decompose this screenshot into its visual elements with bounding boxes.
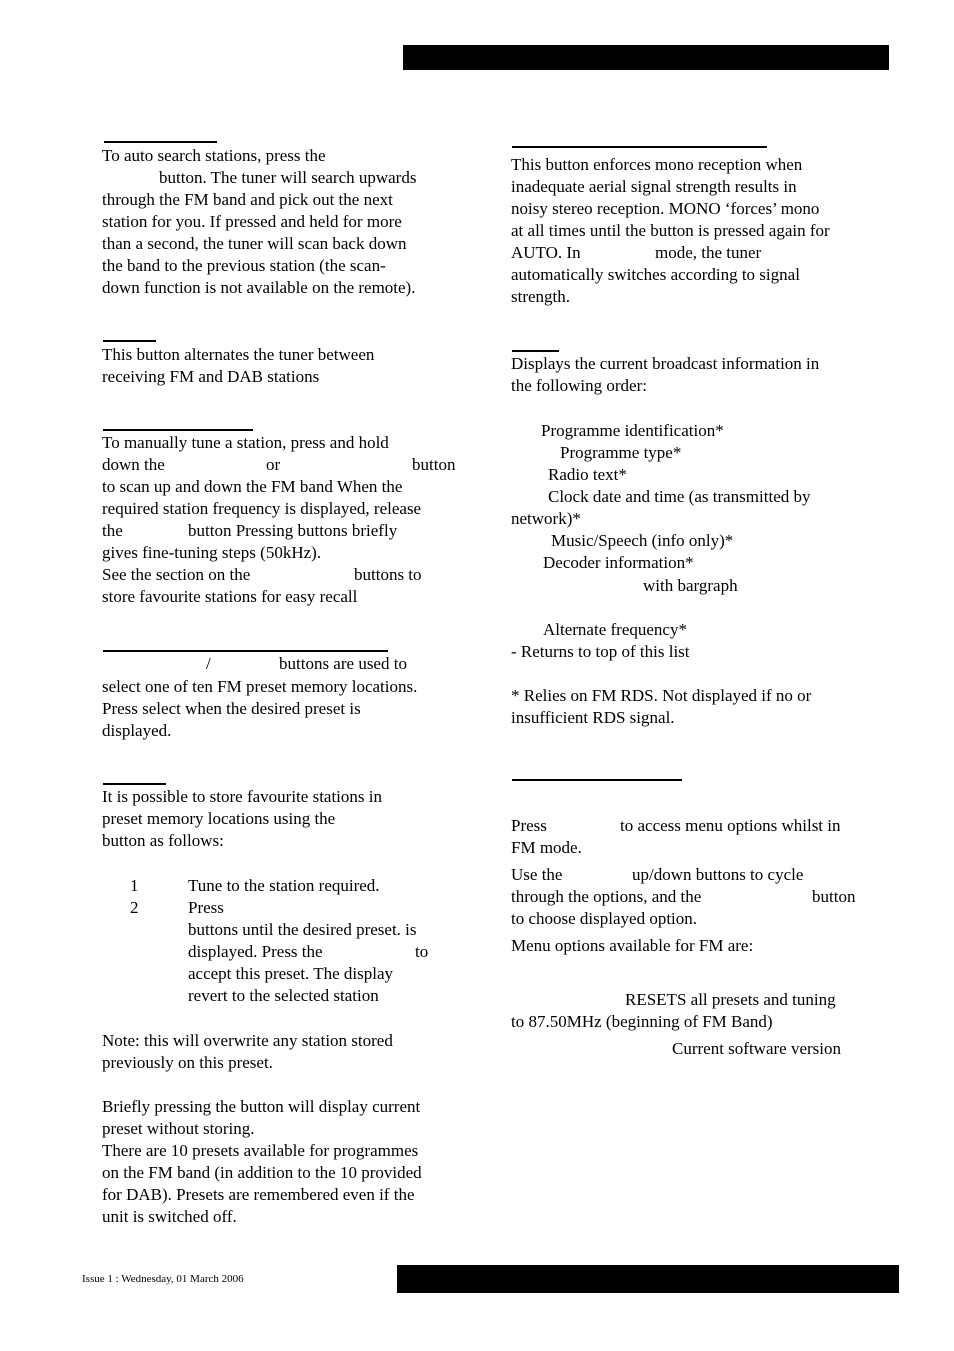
- store-step-2b: buttons until the desired preset. is: [188, 920, 417, 939]
- info-footnote-2: insufficient RDS signal.: [511, 708, 675, 727]
- mono-line-7: strength.: [511, 287, 571, 306]
- store-step-number-1: 1: [130, 876, 139, 895]
- menu-line-3b: up/down buttons to cycle: [632, 865, 804, 884]
- mono-line-4: at all times until the button is pressed again for: [511, 221, 830, 240]
- info-item-returns: - Returns to top of this list: [511, 642, 690, 661]
- tuning-line-2c: button: [412, 455, 456, 474]
- footer-bar: [397, 1265, 899, 1293]
- heading-rule-menu: [512, 779, 682, 781]
- tuning-line-6: gives fine-tuning steps (50kHz).: [102, 543, 322, 562]
- heading-rule-preset: [103, 650, 388, 652]
- info-item-clock-b: network)*: [511, 509, 581, 528]
- heading-rule-band: [103, 340, 156, 342]
- store-intro-2: preset memory locations using the: [102, 809, 336, 828]
- search-line-6: the band to the previous station (the scan-: [102, 256, 386, 275]
- heading-rule-search: [104, 141, 217, 143]
- info-item-programme-id: Programme identification*: [541, 421, 724, 440]
- search-line-5: than a second, the tuner will scan back down: [102, 234, 407, 253]
- info-footnote-1: * Relies on FM RDS. Not displayed if no or: [511, 686, 812, 705]
- info-item-music-speech: Music/Speech (info only)*: [551, 531, 734, 550]
- preset-line-1b: buttons are used to: [279, 654, 407, 673]
- tuning-line-8: store favourite stations for easy recall: [102, 587, 358, 606]
- tuning-line-5b: button Pressing buttons briefly: [188, 521, 398, 540]
- tuning-line-7b: buttons to: [354, 565, 422, 584]
- tuning-line-2b: or: [266, 455, 281, 474]
- menu-line-1a: Press: [511, 816, 547, 835]
- store-step-2a: Press: [188, 898, 224, 917]
- menu-line-8: to 87.50MHz (beginning of FM Band): [511, 1012, 773, 1031]
- search-line-2: button. The tuner will search upwards: [159, 168, 417, 187]
- store-note-2: previously on this preset.: [102, 1053, 273, 1072]
- store-step-number-2: 2: [130, 898, 139, 917]
- info-line-1: Displays the current broadcast information in: [511, 354, 820, 373]
- menu-line-9: Current software version: [672, 1039, 842, 1058]
- heading-rule-store: [103, 783, 166, 785]
- mono-line-1: This button enforces mono reception when: [511, 155, 803, 174]
- tuning-line-5a: the: [102, 521, 123, 540]
- search-line-1: To auto search stations, press the: [102, 146, 326, 165]
- footer-issue: Issue 1 : Wednesday, 01 March 2006: [82, 1273, 244, 1285]
- info-item-alt-frequency: Alternate frequency*: [543, 620, 687, 639]
- store-step-2c2: to: [415, 942, 429, 961]
- preset-line-3: Press select when the desired preset is: [102, 699, 361, 718]
- mono-line-5b: mode, the tuner: [655, 243, 762, 262]
- store-step-2e: revert to the selected station: [188, 986, 379, 1005]
- info-item-bargraph: with bargraph: [643, 576, 738, 595]
- menu-line-5: to choose displayed option.: [511, 909, 698, 928]
- search-line-4: station for you. If pressed and held for more: [102, 212, 402, 231]
- menu-line-4a: through the options, and the: [511, 887, 702, 906]
- preset-line-1a: /: [206, 654, 211, 673]
- preset-line-4: displayed.: [102, 721, 172, 740]
- tuning-line-3: to scan up and down the FM band When the: [102, 477, 403, 496]
- info-item-radio-text: Radio text*: [548, 465, 627, 484]
- header-bar: [403, 45, 889, 70]
- band-line-1: This button alternates the tuner between: [102, 345, 375, 364]
- mono-line-2: inadequate aerial signal strength results in: [511, 177, 797, 196]
- store-note-1: Note: this will overwrite any station stored: [102, 1031, 393, 1050]
- menu-line-4b: button: [812, 887, 856, 906]
- tuning-line-4: required station frequency is displayed, release: [102, 499, 422, 518]
- mono-line-3: noisy stereo reception. MONO ‘forces’ mono: [511, 199, 820, 218]
- menu-line-3a: Use the: [511, 865, 563, 884]
- store-step-2c1: displayed. Press the: [188, 942, 323, 961]
- menu-line-7: RESETS all presets and tuning: [625, 990, 836, 1009]
- store-brief-4: on the FM band (in addition to the 10 provided: [102, 1163, 422, 1182]
- info-item-decoder: Decoder information*: [543, 553, 694, 572]
- store-brief-1: Briefly pressing the button will display current: [102, 1097, 421, 1116]
- mono-line-6: automatically switches according to signal: [511, 265, 800, 284]
- info-item-programme-type: Programme type*: [560, 443, 682, 462]
- search-line-3: through the FM band and pick out the next: [102, 190, 393, 209]
- info-item-clock-a: Clock date and time (as transmitted by: [548, 487, 811, 506]
- store-brief-2: preset without storing.: [102, 1119, 255, 1138]
- preset-line-2: select one of ten FM preset memory locations.: [102, 677, 418, 696]
- menu-line-2: FM mode.: [511, 838, 582, 857]
- heading-rule-mono: [512, 146, 767, 148]
- store-brief-3: There are 10 presets available for programmes: [102, 1141, 419, 1160]
- band-line-2: receiving FM and DAB stations: [102, 367, 320, 386]
- store-step-2d: accept this preset. The display: [188, 964, 394, 983]
- heading-rule-info: [512, 350, 559, 352]
- store-step-1: Tune to the station required.: [188, 876, 380, 895]
- mono-line-5a: AUTO. In: [511, 243, 581, 262]
- store-brief-5: for DAB). Presets are remembered even if the: [102, 1185, 415, 1204]
- heading-rule-tuning: [103, 429, 253, 431]
- store-brief-6: unit is switched off.: [102, 1207, 237, 1226]
- tuning-line-7a: See the section on the: [102, 565, 251, 584]
- menu-line-1b: to access menu options whilst in: [620, 816, 841, 835]
- tuning-line-1: To manually tune a station, press and hold: [102, 433, 389, 452]
- search-line-7: down function is not available on the remote).: [102, 278, 416, 297]
- menu-line-6: Menu options available for FM are:: [511, 936, 754, 955]
- store-intro-3: button as follows:: [102, 831, 224, 850]
- store-intro-1: It is possible to store favourite stations in: [102, 787, 382, 806]
- info-line-2: the following order:: [511, 376, 647, 395]
- tuning-line-2a: down the: [102, 455, 165, 474]
